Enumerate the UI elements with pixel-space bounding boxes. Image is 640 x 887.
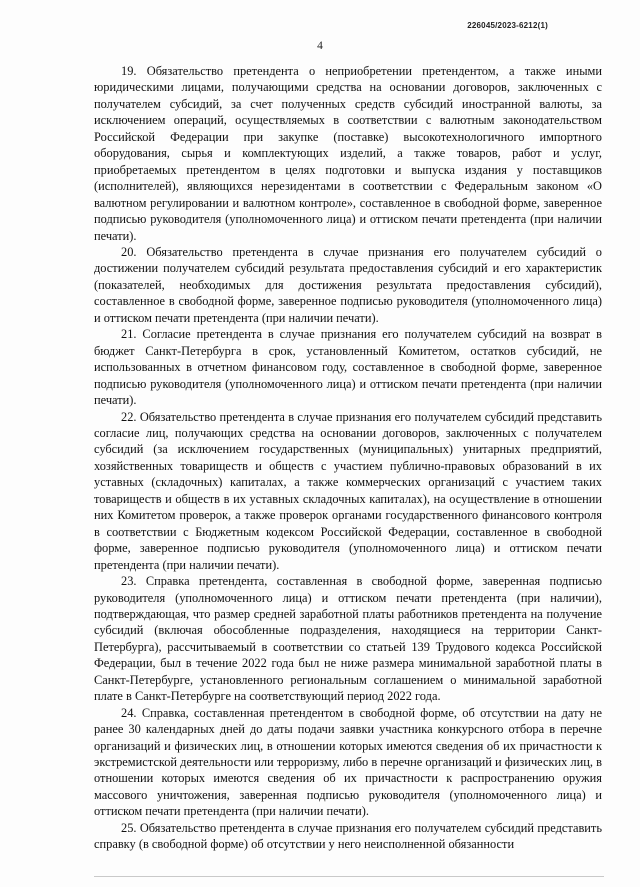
paragraph-19: 19. Обязательство претендента о неприобретении претендентом, а также иными юридическими лицами, получающими средства на основании договоров, заключенных с получателем субсидий, за счет полученных средств субсидий иностранной валюты, за исключением операций, осуществляемых в соответствии с валютным законодательством Российской Федерации при закупке (поставке) высокотехнологичного импортного оборудования, сырья и комплектующих изделий, а также товаров, работ и услуг, приобретаемых претендентом в целях подготовки и выпуска издания у поставщиков (исполнителей), являющихся нерезидентами в соответствии с Федеральным законом «О валютном регулировании и валютном контроле», составленное в свободной форме, заверенное подписью руководителя (уполномоченного лица) и оттиском печати претендента (при наличии печати). xyxy=(94,64,602,243)
document-body xyxy=(94,63,602,853)
paragraph-20: 20. Обязательство претендента в случае признания его получателем субсидий о достижении получателем субсидий результата предоставления субсидий и его характеристик (показателей, необходимых для достижения результата предоставления субсидий), составленное в свободной форме, заверенное подписью руководителя (уполномоченного лица) и оттиском печати претендента (при наличии печати). xyxy=(94,244,602,325)
paragraph-25: 25. Обязательство претендента в случае признания его получателем субсидий представить справку (в свободной форме) об отсутствии у него неисполненной обязанности xyxy=(94,820,602,852)
paragraph-24: 24. Справка, составленная претендентом в свободной форме, об отсутствии на дату не ранее 30 календарных дней до даты подачи заявки участника конкурсного отбора в перечне организаций и физических лиц, в отношении которых имеются сведения об их причастности к экстремистской деятельности или терроризму, либо в перечне организаций и физических лиц, в отношении которых имеются сведения об их причастности к распространению оружия массового уничтожения, заверенная подписью руководителя (уполномоченного лица) и оттиском печати претендента (при наличии печати). xyxy=(94,705,602,819)
paragraph-21: 21. Согласие претендента в случае признания его получателем субсидий на возврат в бюджет Санкт-Петербурга в срок, установленный Комитетом, остатков субсидий, не использованных в отчетном финансовом году, составленное в свободной форме, заверенное подписью руководителя (уполномоченного лица) и оттиском печати претендента (при наличии печати). xyxy=(94,327,602,408)
paragraph-22: 22. Обязательство претендента в случае признания его получателем субсидий представить согласие лиц, получающих средства на основании договоров, заключенных с получателем субсидий (за исключением государственных (муниципальных) унитарных предприятий, хозяйственных товариществ и обществ с участием публично-правовых образований в их уставных (складочных) капиталах, а также коммерческих организаций с участием таких товариществ и обществ в их уставных складочных капиталах), на осуществление в отношении них Комитетом проверок, а также проверок органами государственного финансового контроля в соответствии с Бюджетным кодексом Российской Федерации, составленное в свободной форме, заверенное подписью руководителя (уполномоченного лица) и оттиском печати претендента (при наличии печати). xyxy=(94,409,602,572)
scan-edge-line xyxy=(94,876,604,877)
page-number: 4 xyxy=(317,40,323,52)
paragraph-23: 23. Справка претендента, составленная в свободной форме, заверенная подписью руководителя (уполномоченного лица) и оттиском печати претендента (при наличии), подтверждающая, что размер средней заработной платы работников претендента на получение субсидий (включая обособленные подразделения, находящиеся на территории Санкт-Петербурга), рассчитываемый в соответствии со статьей 139 Трудового кодекса Российской Федерации, был в течение 2022 года был не ниже размера минимальной заработной платы в Санкт-Петербурге, установленного региональным соглашением о минимальной заработной плате в Санкт-Петербурге на соответствующий период 2022 года. xyxy=(94,574,602,704)
document-id: 226045/2023-6212(1) xyxy=(467,21,548,30)
